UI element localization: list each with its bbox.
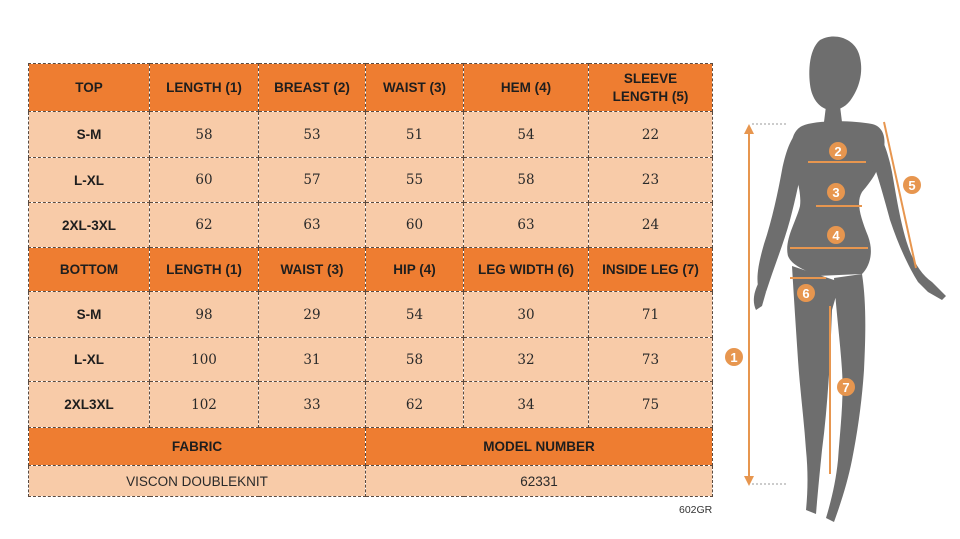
table-cell: 98 [150,292,259,338]
body-measurement-figure [722,30,957,535]
table-cell: 60 [150,158,259,203]
table-cell: 53 [259,112,366,158]
bottom-header-hip: HIP (4) [366,248,464,292]
size-label: 2XL3XL [29,382,150,428]
table-row [29,112,713,158]
table-cell: 58 [366,338,464,382]
bottom-header-row [29,248,713,292]
table-cell: 58 [150,112,259,158]
table-row [29,203,713,248]
size-label: L-XL [29,158,150,203]
marker-5 [903,176,921,194]
table-row [29,338,713,382]
table-cell: 55 [366,158,464,203]
footer-value-row [29,466,713,497]
table-cell: 63 [464,203,589,248]
marker-1 [725,348,743,366]
table-cell: 32 [464,338,589,382]
table-cell: 22 [589,112,713,158]
svg-text:2: 2 [834,144,842,159]
fabric-label: FABRIC [29,428,366,466]
table-cell: 23 [589,158,713,203]
footer-header-row [29,428,713,466]
svg-text:4: 4 [832,228,840,243]
top-header-sleeve-length [589,64,713,112]
silhouette [754,36,946,522]
top-header-length: LENGTH (1) [150,64,259,112]
size-chart-table [28,63,713,497]
table-cell: 73 [589,338,713,382]
bottom-header-leg-width: LEG WIDTH (6) [464,248,589,292]
table-cell: 58 [464,158,589,203]
table-row [29,292,713,338]
svg-text:6: 6 [802,286,810,301]
table-cell: 57 [259,158,366,203]
table-cell: 62 [366,382,464,428]
table-row [29,382,713,428]
top-header-row [29,64,713,112]
table-cell: 71 [589,292,713,338]
table-cell: 54 [366,292,464,338]
top-header-breast: BREAST (2) [259,64,366,112]
top-header-hem: HEM (4) [464,64,589,112]
table-cell: 24 [589,203,713,248]
size-label: L-XL [29,338,150,382]
table-cell: 33 [259,382,366,428]
svg-text:1: 1 [730,350,738,365]
table-cell: 102 [150,382,259,428]
bottom-header-length: LENGTH (1) [150,248,259,292]
sleeve-line-2: LENGTH (5) [612,88,689,104]
marker-2 [829,142,847,160]
table-cell: 63 [259,203,366,248]
svg-text:5: 5 [908,178,916,193]
bottom-header-label: BOTTOM [29,248,150,292]
marker-7 [837,378,855,396]
table-cell: 62 [150,203,259,248]
table-cell: 51 [366,112,464,158]
top-header-waist: WAIST (3) [366,64,464,112]
svg-text:7: 7 [842,380,850,395]
table-cell: 29 [259,292,366,338]
size-label: S-M [29,112,150,158]
top-header-label: TOP [29,64,150,112]
table-cell: 60 [366,203,464,248]
table-cell: 54 [464,112,589,158]
size-label: 2XL-3XL [29,203,150,248]
model-number-label: MODEL NUMBER [366,428,713,466]
size-label: S-M [29,292,150,338]
table-cell: 30 [464,292,589,338]
svg-text:3: 3 [832,185,840,200]
table-cell: 75 [589,382,713,428]
marker-6 [797,284,815,302]
marker-3 [827,183,845,201]
model-number-value: 62331 [366,466,713,497]
table-cell: 100 [150,338,259,382]
fabric-value: VISCON DOUBLEKNIT [29,466,366,497]
bottom-header-inside-leg: INSIDE LEG (7) [589,248,713,292]
table-cell: 34 [464,382,589,428]
table-row [29,158,713,203]
marker-4 [827,226,845,244]
product-code: 602GR [679,504,713,516]
bottom-header-waist: WAIST (3) [259,248,366,292]
table-cell: 31 [259,338,366,382]
sleeve-line-1: SLEEVE [623,70,678,86]
